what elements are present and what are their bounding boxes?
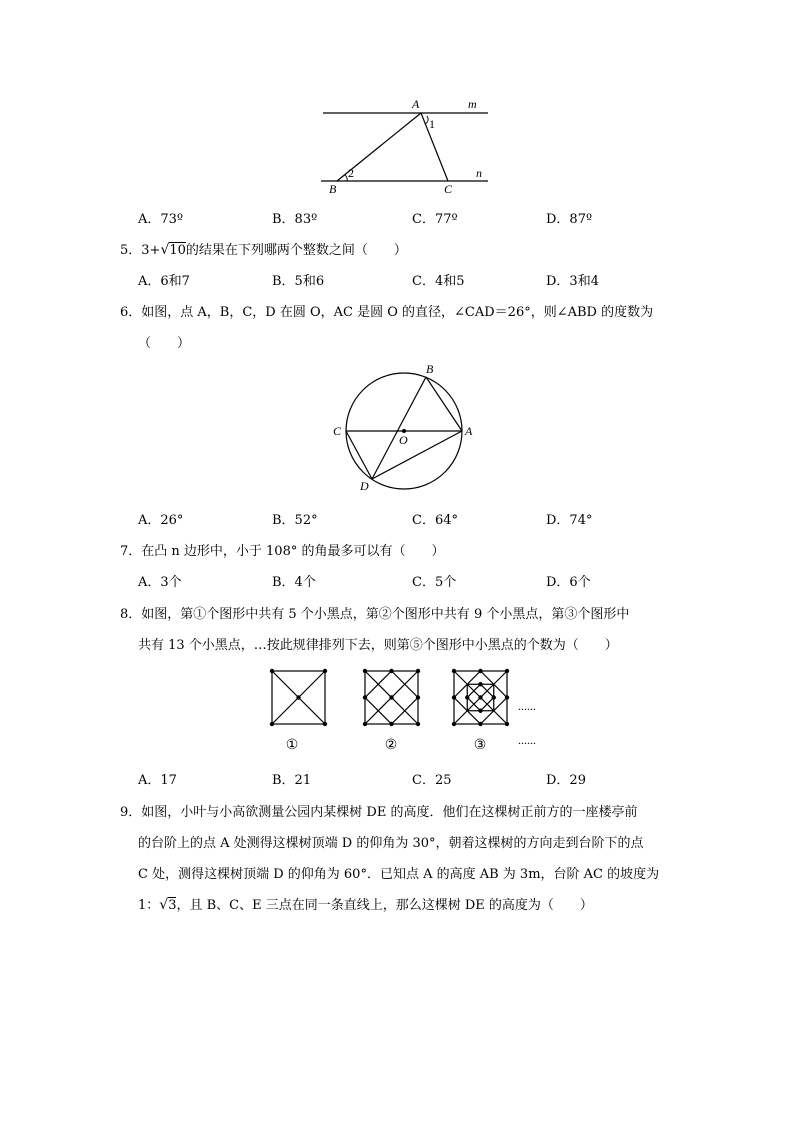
pattern-figure-3 [452,669,509,726]
q5-option-b[interactable]: B．5和6 [272,274,325,289]
pattern-figure-1 [270,669,327,726]
q6-option-b[interactable]: B．52° [272,513,318,528]
q6-label-C: C [333,424,342,438]
q5-option-d[interactable]: D．3和4 [546,274,599,289]
q4-option-a[interactable]: A．73º [138,212,184,227]
q4-option-d[interactable]: D．87º [546,212,593,227]
q6-label-O: O [399,433,408,447]
q8-ellipsis-lower: ...... [518,733,536,747]
q6-stem-line1: 6．如图，点 A，B，C，D 在圆 O，AC 是圆 O 的直径，∠CAD＝26°，则∠ABD 的度数为 [120,305,654,320]
q8-stem-line2: 共有 13 个小黑点，…按此规律排列下去，则第⑤个图形中小黑点的个数为（ ） [138,638,618,653]
q8-label-3: ③ [473,738,487,753]
fig4-label-2: 2 [348,166,354,180]
q7-option-c[interactable]: C．5个 [412,575,457,590]
q7-stem: 7．在凸 n 边形中，小于 108° 的角最多可以有（ ） [120,544,445,559]
q6-option-a[interactable]: A．26° [138,513,184,528]
q9-ratio-prefix: 1： [138,898,160,913]
fig4-label-A: A [412,97,420,111]
q6-label-A: A [465,424,473,438]
q5-option-c[interactable]: C．4和5 [412,274,465,289]
q8-dot-pattern-figure [262,662,552,754]
q8-option-c[interactable]: C．25 [412,773,452,788]
q8-option-b[interactable]: B．21 [272,773,312,788]
fig4-label-1: 1 [429,117,435,131]
q4-figure [318,96,498,196]
q5-radicand: 10 [169,243,186,258]
q6-option-c[interactable]: C．64° [412,513,458,528]
q5-option-a[interactable]: A．6和7 [138,274,190,289]
sqrt-sign-icon: √ [159,897,169,913]
q6-stem-line2: （ ） [138,336,191,351]
fig4-label-m: m [468,97,477,111]
q5-expr-prefix: 3+ [141,243,161,258]
q8-label-2: ② [384,738,398,753]
q4-option-b[interactable]: B．83º [272,212,318,227]
q6-label-D: D [360,479,369,493]
q9-stem-line1: 9．如图，小叶与小高欲测量公园内某棵树 DE 的高度．他们在这棵树正前方的一座楼亭前 [120,805,638,820]
q8-label-1: ① [285,738,299,753]
q7-option-d[interactable]: D．6个 [546,575,591,590]
q8-option-a[interactable]: A．17 [138,773,177,788]
q6-option-d[interactable]: D．74° [546,513,593,528]
q9-ratio-radicand: 3 [168,898,177,913]
q5-number: 5． [120,243,142,258]
q4-option-c[interactable]: C．77º [412,212,458,227]
q9-stem-line2: 的台阶上的点 A 处测得这棵树顶端 D 的仰角为 30°，朝着这棵树的方向走到台阶下的点 [138,836,644,851]
fig4-label-B: B [329,182,337,196]
q5-stem [120,239,407,258]
q7-option-a[interactable]: A．3个 [138,575,182,590]
q7-option-b[interactable]: B．4个 [272,575,316,590]
q8-ellipsis-upper: ...... [518,699,536,713]
q6-circle-figure [326,358,482,496]
pattern-figure-2 [363,669,420,726]
q6-label-B: B [426,362,434,376]
q8-stem-line1: 8．如图，第①个图形中共有 5 个小黑点，第②个图形中共有 9 个小黑点，第③个图形中 [120,607,630,622]
q5-text: 的结果在下列哪两个整数之间（ ） [185,243,407,258]
q8-option-d[interactable]: D．29 [546,773,586,788]
q9-stem-line3: C 处，测得这棵树顶端 D 的仰角为 60°．已知点 A 的高度 AB 为 3m，台阶 AC 的坡度为 [138,867,660,882]
sqrt-sign-icon: √ [160,242,170,258]
q9-stem-line4 [138,894,593,913]
q9-line4-rest: ，且 B、C、E 三点在同一条直线上，那么这棵树 DE 的高度为（ ） [176,898,593,913]
fig4-label-C: C [444,182,453,196]
fig4-label-n: n [476,166,482,180]
